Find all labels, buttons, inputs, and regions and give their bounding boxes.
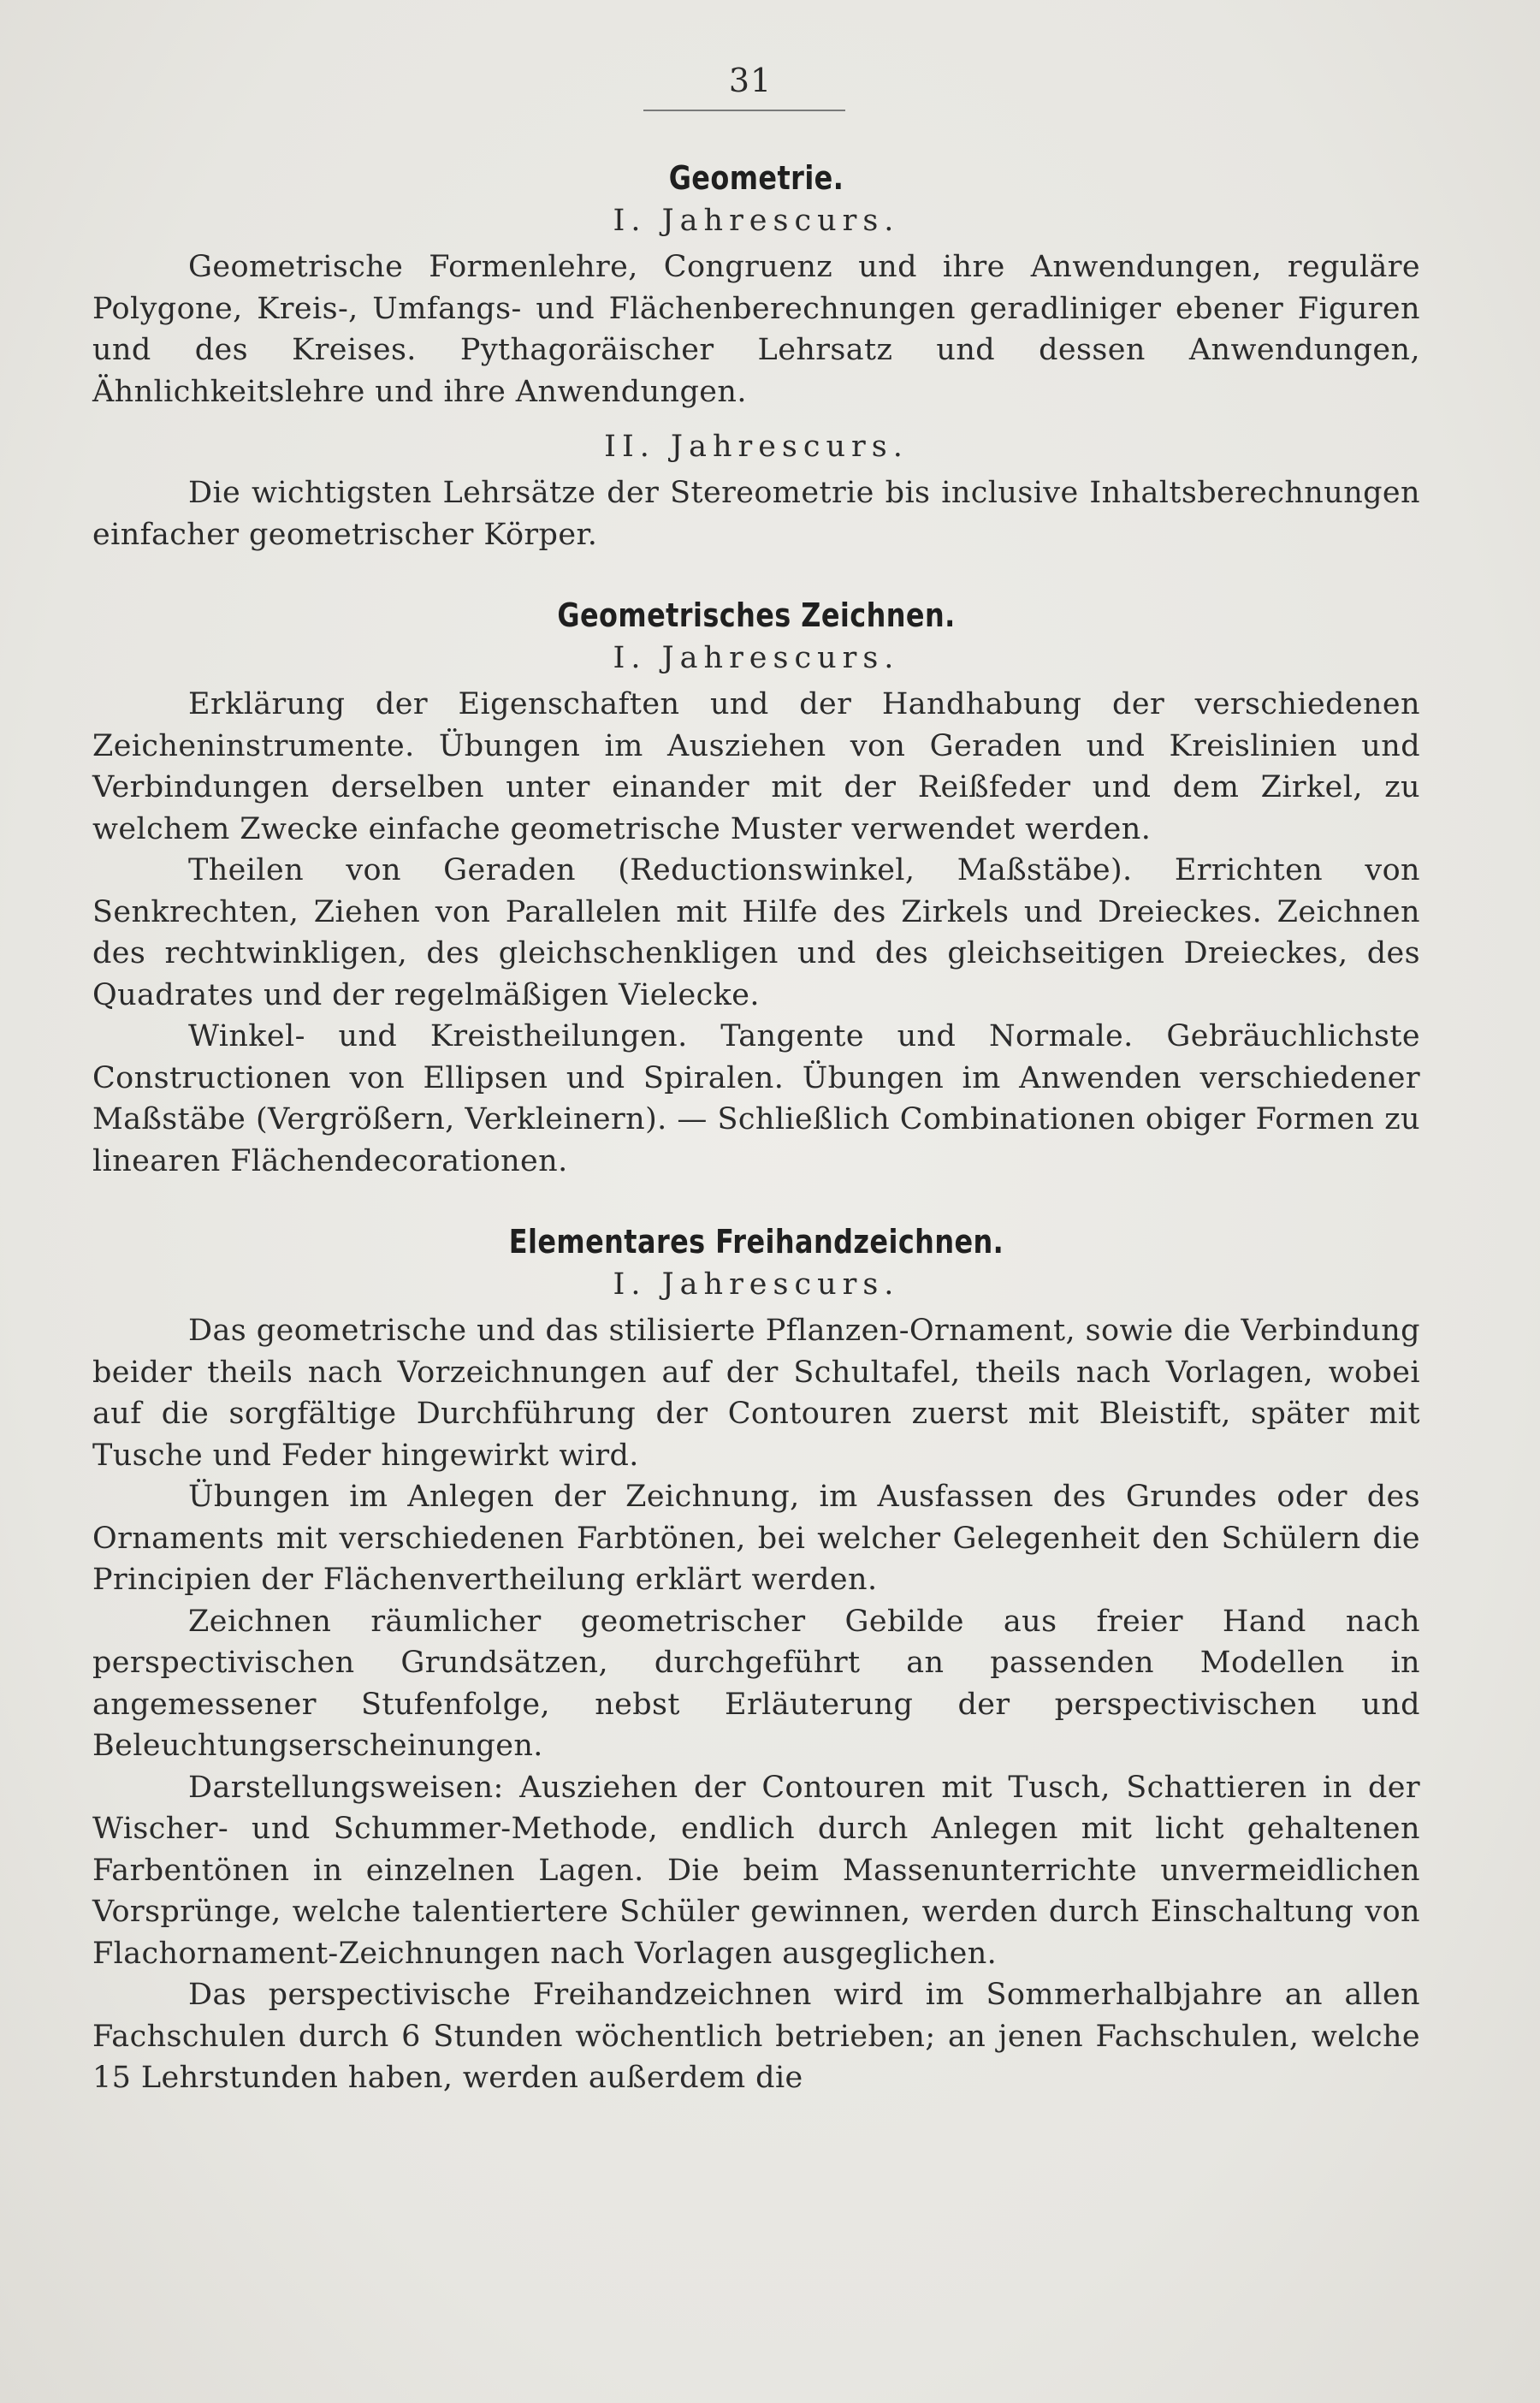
paragraph: Erklärung der Eigenschaften und der Handhabung der verschiedenen Zeicheninstrumente. Übungen im Ausziehen von Geraden und Kreislinien und Verbindungen derselben unter einander mit der Reißfeder und dem Zirkel, zu welchem Zwecke einfache geometrische Muster verwendet werden.	[92, 687, 1420, 846]
page-body	[92, 159, 1420, 2140]
section-elementares-freihandzeichnen	[92, 1223, 1420, 2099]
course-heading: II. Jahrescurs.	[604, 430, 909, 464]
course-heading: I. Jahrescurs.	[613, 1267, 900, 1302]
section-heading: Geometrisches Zeichnen.	[557, 596, 956, 634]
paragraph: Winkel- und Kreistheilungen. Tangente und Normale. Gebräuchlichste Constructionen von Ellipsen und Spiralen. Übungen im Anwenden verschiedener Maßstäbe (Vergrößern, Verkleinern). — Schließlich Combinationen obiger Formen zu linearen Flächendecorationen.	[92, 1019, 1420, 1178]
paragraph: Darstellungsweisen: Ausziehen der Contouren mit Tusch, Schattieren in der Wischer- und Schummer-Methode, endlich durch Anlegen mit licht gehaltenen Farbentönen in einzelnen Lagen. Die beim Massenunterrichte unvermeidlichen Vorsprünge, welche talentiertere Schüler gewinnen, werden durch Einschaltung von Flachornament-Zeichnungen nach Vorlagen ausgeglichen.	[92, 1770, 1420, 1971]
section-heading: Geometrie.	[668, 159, 844, 197]
section-heading: Elementares Freihandzeichnen.	[508, 1223, 1004, 1261]
course-heading: I. Jahrescurs.	[613, 641, 900, 675]
course-block	[92, 426, 1420, 555]
paragraph: Zeichnen räumlicher geometrischer Gebilde aus freier Hand nach perspectivischen Grundsätzen, durchgeführt an passenden Modellen in angemessener Stufenfolge, nebst Erläuterung der perspectivischen und Beleuchtungserscheinungen.	[92, 1604, 1420, 1763]
paragraph: Die wichtigsten Lehrsätze der Stereometrie bis inclusive Inhaltsberechnungen einfacher geometrischer Körper.	[92, 476, 1420, 552]
course-heading: I. Jahrescurs.	[613, 204, 900, 238]
section-geometrie	[92, 159, 1420, 555]
paragraph: Theilen von Geraden (Reductionswinkel, Maßstäbe). Errichten von Senkrechten, Ziehen von Parallelen mit Hilfe des Zirkels und Dreieckes. Zeichnen des rechtwinkligen, des gleichschenkligen und des gleichseitigen Dreieckes, des Quadrates und der regelmäßigen Vielecke.	[92, 853, 1420, 1012]
course-block	[92, 200, 1420, 412]
course-block	[92, 638, 1420, 1182]
course-block	[92, 1264, 1420, 2099]
paragraph: Das perspectivische Freihandzeichnen wird im Sommerhalbjahre an allen Fachschulen durch 6 Stunden wöchentlich betrieben; an jenen Fachschulen, welche 15 Lehrstunden haben, werden außerdem die	[92, 1978, 1420, 2095]
page-number: 31	[728, 62, 773, 99]
paragraph: Übungen im Anlegen der Zeichnung, im Ausfassen des Grundes oder des Ornaments mit verschiedenen Farbtönen, bei welcher Gelegenheit den Schülern die Principien der Flächenvertheilung erklärt werden.	[92, 1480, 1420, 1597]
paragraph: Das geometrische und das stilisierte Pflanzen-Ornament, sowie die Verbindung beider theils nach Vorzeichnungen auf der Schultafel, theils nach Vorlagen, wobei auf die sorgfältige Durchführung der Contouren zuerst mit Bleistift, später mit Tusche und Feder hingewirkt wird.	[92, 1314, 1420, 1473]
header-rule	[643, 110, 845, 111]
paragraph: Geometrische Formenlehre, Congruenz und ihre Anwendungen, reguläre Polygone, Kreis-, Umfangs- und Flächenberechnungen geradliniger ebener Figuren und des Kreises. Pythagoräischer Lehrsatz und dessen Anwendungen, Ähnlichkeitslehre und ihre Anwendungen.	[92, 250, 1420, 409]
section-geometrisches-zeichnen	[92, 596, 1420, 1182]
